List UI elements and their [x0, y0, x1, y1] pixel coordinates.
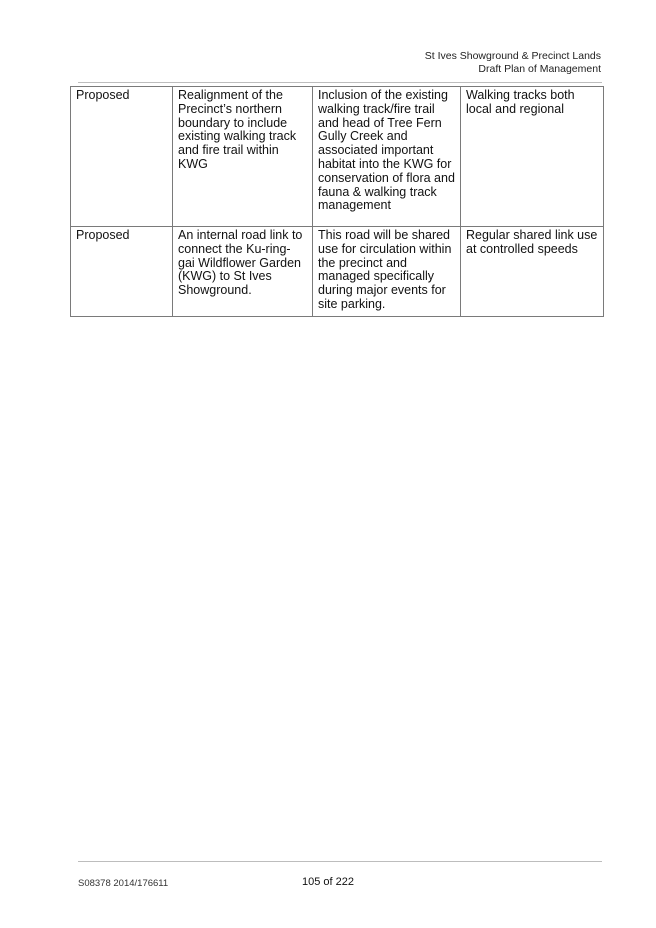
plan-table [70, 86, 604, 317]
status-cell: Proposed [71, 227, 173, 317]
footer-divider [78, 861, 602, 862]
table-row [71, 227, 604, 317]
action-cell: Realignment of the Precinct’s northern boundary to include existing walking track and fire trail within KWG [173, 87, 313, 227]
document-subtitle: Draft Plan of Management [478, 62, 601, 75]
document-reference: S08378 2014/176611 [78, 878, 169, 889]
document-title: St Ives Showground & Precinct Lands [424, 50, 601, 62]
table-row [71, 87, 604, 227]
use-cell: Walking tracks both local and regional [461, 87, 604, 227]
action-cell: An internal road link to connect the Ku-ring-gai Wildflower Garden (KWG) to St Ives Showground. [173, 227, 313, 317]
purpose-cell: This road will be shared use for circulation within the precinct and managed specifically during major events for site parking. [313, 227, 461, 317]
use-cell: Regular shared link use at controlled speeds [461, 227, 604, 317]
header-divider [78, 82, 602, 83]
purpose-cell: Inclusion of the existing walking track/fire trail and head of Tree Fern Gully Creek and associated important habitat into the KWG for conservation of flora and fauna & walking track management [313, 87, 461, 227]
page-header [425, 50, 601, 75]
page-number: 105 of 222 [302, 876, 354, 888]
status-cell: Proposed [71, 87, 173, 227]
